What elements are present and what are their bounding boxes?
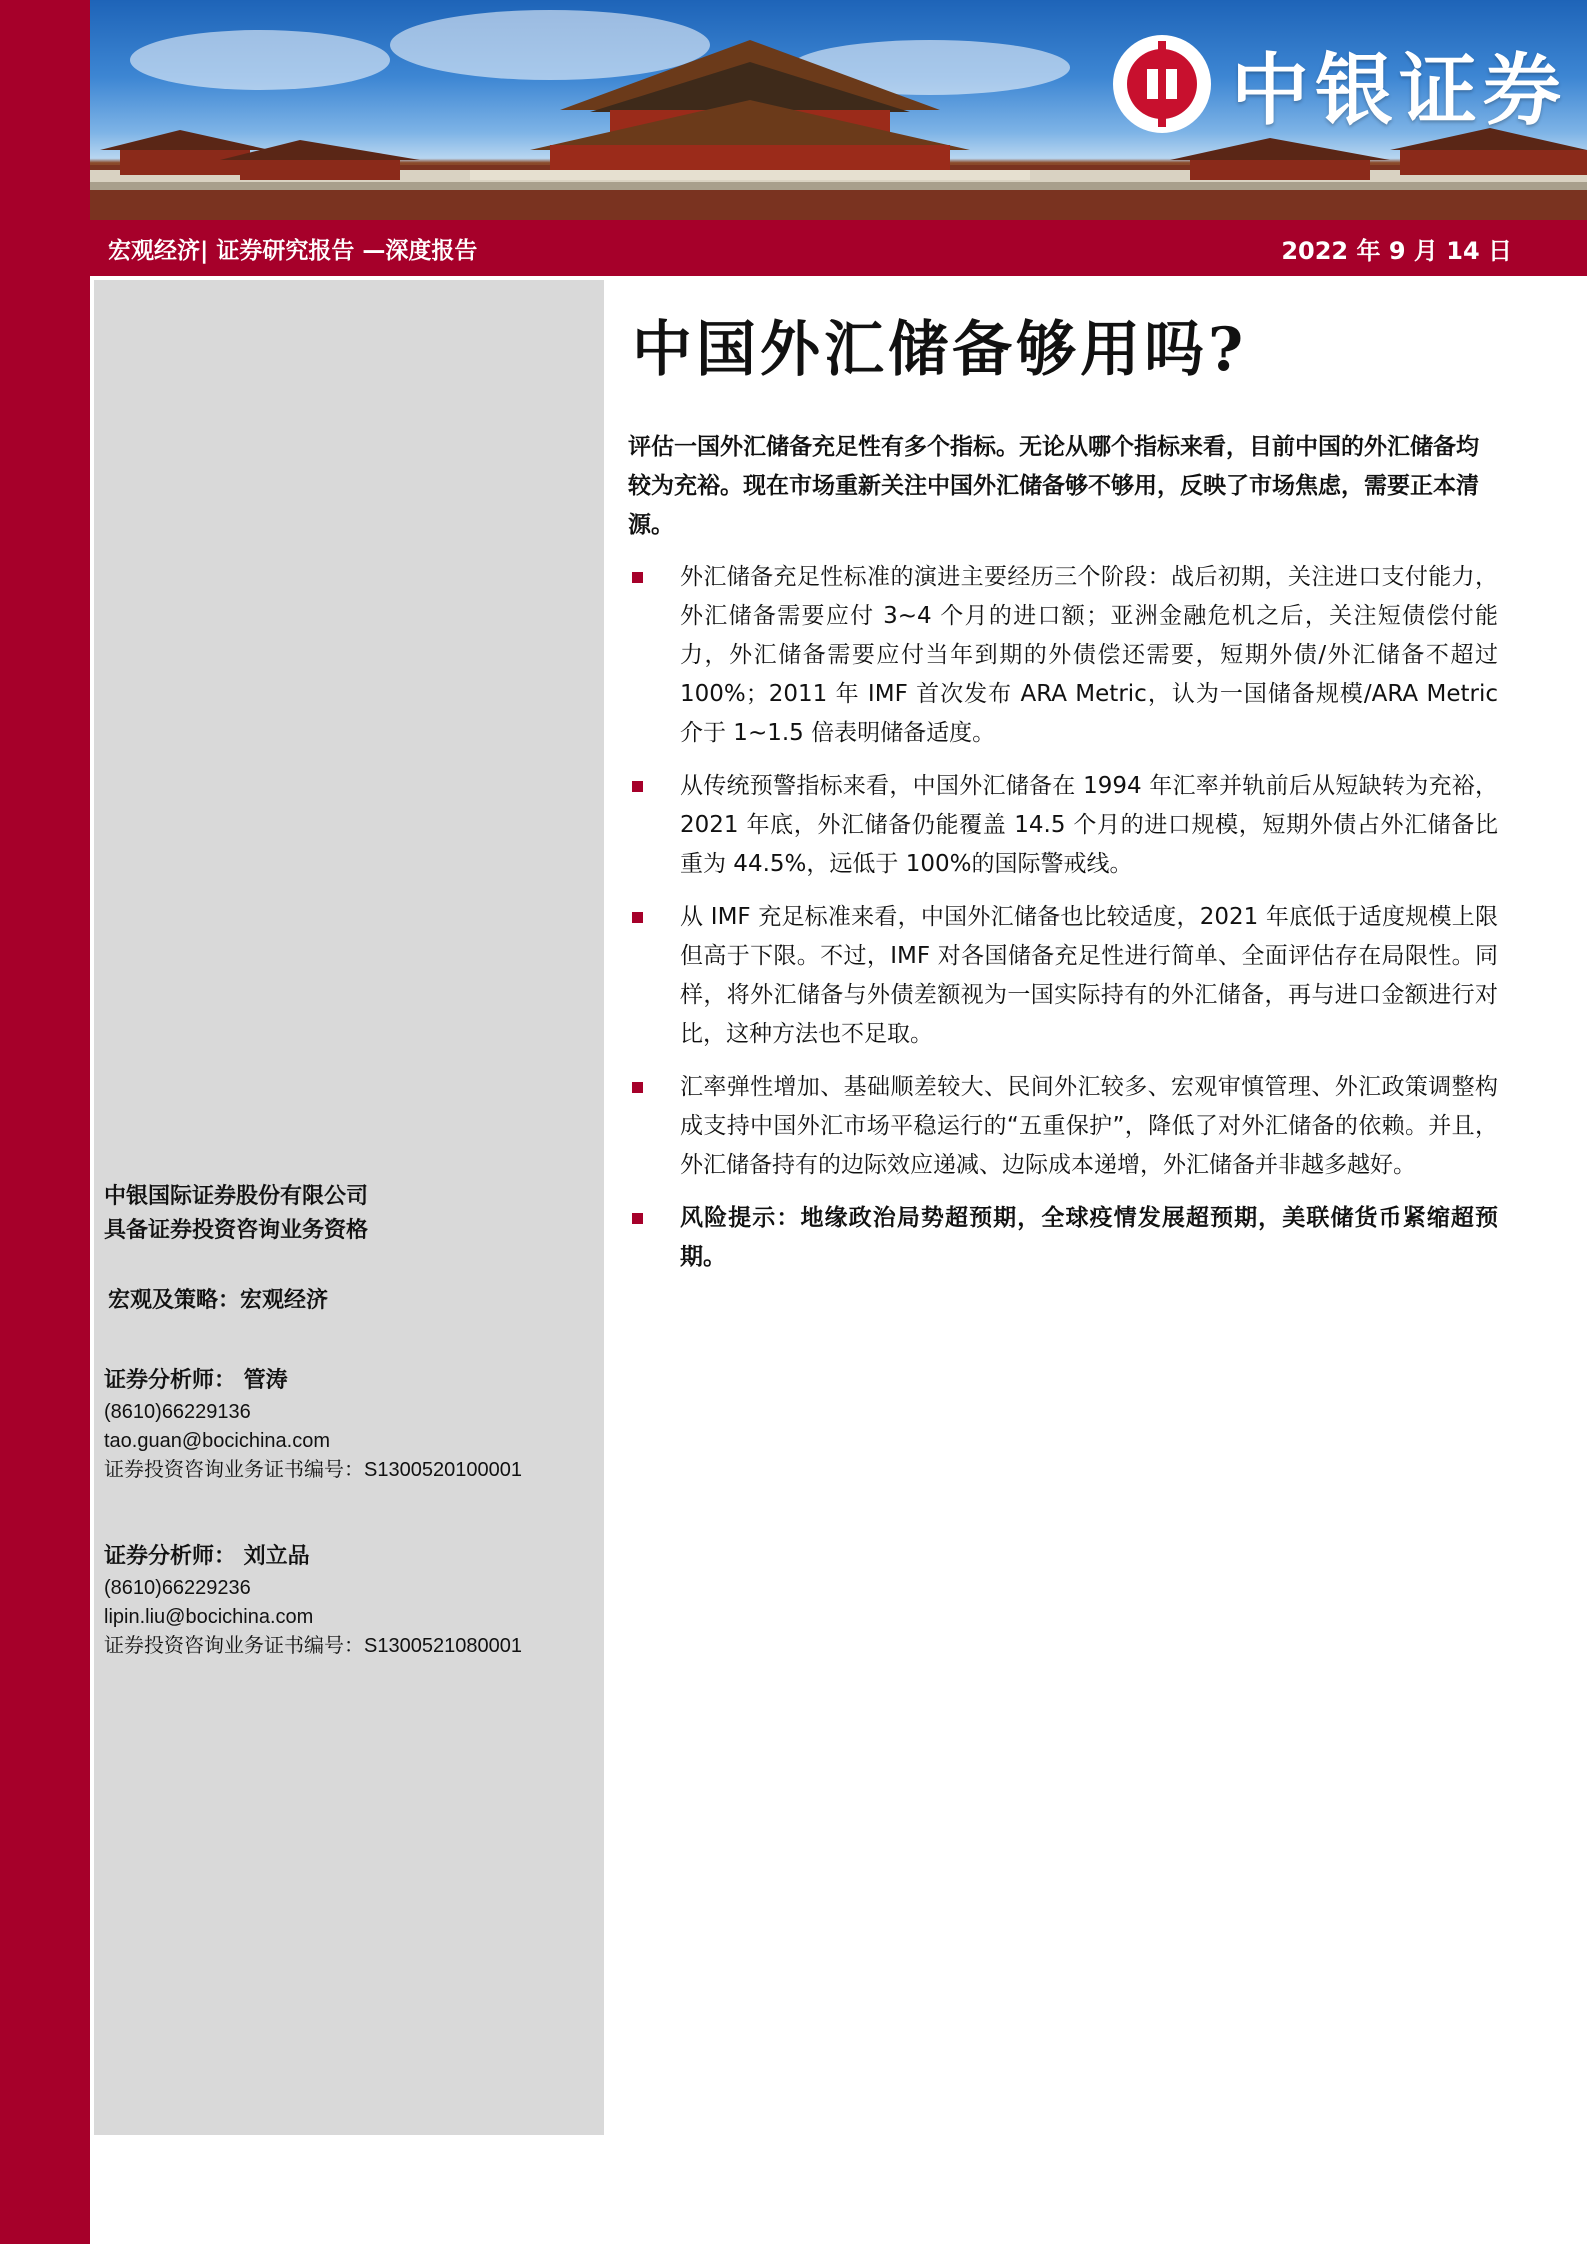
analyst-email[interactable]: lipin.liu@bocichina.com (104, 1606, 314, 1628)
analyst-cert: 证券投资咨询业务证书编号：S1300520100001 (104, 1459, 522, 1481)
report-subheader (90, 220, 1587, 276)
list-item (628, 1068, 1498, 1185)
report-date: 2022 年 9 月 14 日 (1281, 236, 1512, 265)
bullet-text: 外汇储备充足性标准的演进主要经历三个阶段：战后初期，关注进口支付能力，外汇储备需要应付 3~4 个月的进口额；亚洲金融危机之后，关注短债偿付能力，外汇储备需要应付当年到期的外债偿还需要，短期外债/外汇储备不超过 100%；2011 年 IMF 首次发布 ARA Metric，认为一国储备规模/ARA Metric 介于 1~1.5 倍表明储备适度。 (680, 564, 1498, 746)
analyst-cert: 证券投资咨询业务证书编号：S1300521080001 (104, 1635, 522, 1657)
analyst-email[interactable]: tao.guan@bocichina.com (104, 1430, 330, 1452)
analyst-phone: (8610)66229136 (104, 1401, 251, 1423)
risk-warning (628, 1199, 1498, 1277)
company-info (104, 1180, 368, 1248)
sector-label: 宏观及策略：宏观经济 (108, 1288, 329, 1313)
bullet-text: 汇率弹性增加、基础顺差较大、民间外汇较多、宏观审慎管理、外汇政策调整构成支持中国外汇市场平稳运行的“五重保护”，降低了对外汇储备的依赖。并且，外汇储备持有的边际效应递减、边际成本递增，外汇储备并非越多越好。 (680, 1074, 1498, 1178)
company-qualification: 具备证券投资咨询业务资格 (104, 1218, 369, 1243)
bullet-square-icon (632, 572, 643, 583)
brand-logo (1113, 28, 1567, 140)
header-banner (90, 0, 1587, 220)
sidebar (94, 280, 604, 2135)
analyst-name: 证券分析师： 刘立品 (104, 1544, 310, 1569)
breadcrumb: 宏观经济| 证券研究报告 —深度报告 (108, 237, 478, 264)
risk-text: 风险提示：地缘政治局势超预期，全球疫情发展超预期，美联储货币紧缩超预期。 (680, 1205, 1498, 1270)
analyst-name: 证券分析师： 管涛 (104, 1368, 288, 1393)
report-title: 中国外汇储备够用吗? (632, 315, 1248, 385)
list-item (628, 558, 1498, 753)
brand-name: 中银证券 (1230, 45, 1567, 136)
bank-logo-icon (1113, 35, 1211, 133)
bullet-square-icon (632, 781, 643, 792)
left-brand-bar (0, 0, 90, 2244)
bullet-square-icon (632, 912, 643, 923)
key-points-list (628, 558, 1498, 1291)
list-item (628, 767, 1498, 884)
list-item (628, 898, 1498, 1054)
bullet-text: 从传统预警指标来看，中国外汇储备在 1994 年汇率并轨前后从短缺转为充裕，2021 年底，外汇储备仍能覆盖 14.5 个月的进口规模，短期外债占外汇储备比重为 44.5%，远低于 100%的国际警戒线。 (680, 773, 1498, 877)
company-name: 中银国际证券股份有限公司 (104, 1184, 369, 1209)
report-lead: 评估一国外汇储备充足性有多个指标。无论从哪个指标来看，目前中国的外汇储备均较为充裕。现在市场重新关注中国外汇储备够不够用，反映了市场焦虑，需要正本清源。 (628, 434, 1479, 538)
bullet-square-icon (632, 1082, 643, 1093)
bullet-text: 从 IMF 充足标准来看，中国外汇储备也比较适度，2021 年底低于适度规模上限但高于下限。不过，IMF 对各国储备充足性进行简单、全面评估存在局限性。同样，将外汇储备与外债差额视为一国实际持有的外汇储备，再与进口金额进行对比，这种方法也不足取。 (680, 904, 1498, 1047)
analyst-phone: (8610)66229236 (104, 1577, 251, 1599)
bullet-square-icon (632, 1213, 643, 1224)
analyst-card (104, 1540, 522, 1661)
analyst-card (104, 1364, 522, 1485)
